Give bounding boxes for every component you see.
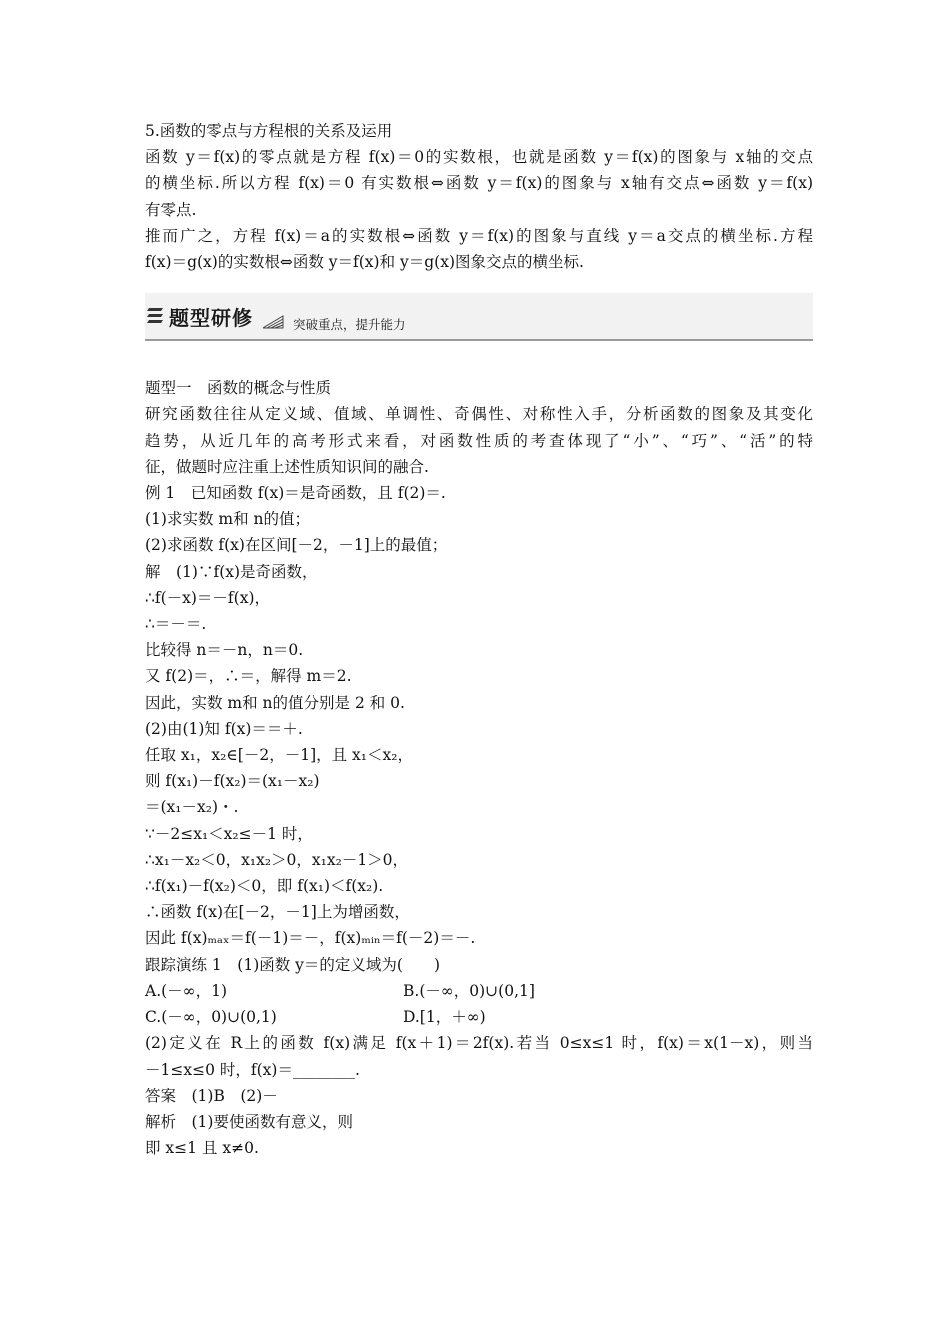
example-line: 因此 f(x)ₘₐₓ＝f(－1)＝－，f(x)ₘᵢₙ＝f(－2)＝－. <box>145 929 476 948</box>
paragraph-line: 趋势，从近几年的高考形式来看，对函数性质的考查体现了“小”、“巧”、“活”的特 <box>145 431 813 450</box>
triangle-decoration-icon <box>263 315 285 329</box>
example-line: 比较得 n＝－n，n＝0. <box>145 641 304 660</box>
paragraph-line: 函数 y＝f(x)的零点就是方程 f(x)＝0的实数根，也就是函数 y＝f(x)的图象与 x轴的交点 <box>145 148 813 167</box>
practice-question: 跟踪演练 1 (1)函数 y＝的定义域为( ) <box>145 955 441 974</box>
example-line: ∵－2≤x₁＜x₂≤－1 时， <box>145 824 313 843</box>
example-line: (2)求函数 f(x)在区间[－2，－1]上的最值； <box>145 536 448 555</box>
example-line: (2)由(1)知 f(x)＝＝＋. <box>145 719 303 738</box>
example-line: ∴x₁－x₂＜0，x₁x₂＞0，x₁x₂－1＞0， <box>145 850 409 869</box>
example-line: ∴f(x₁)－f(x₂)＜0，即 f(x₁)＜f(x₂). <box>145 877 384 896</box>
example-line: 例 1 已知函数 f(x)＝是奇函数，且 f(2)＝. <box>145 484 446 503</box>
answer-line: 答案 (1)B (2)－ <box>145 1086 278 1105</box>
example-line: ∴f(－x)＝－f(x)， <box>145 588 271 607</box>
topic-heading: 题型一 函数的概念与性质 <box>145 379 332 398</box>
option-a: A.(－∞，1) <box>145 981 227 1000</box>
banner-title: 题型研修 <box>169 306 253 331</box>
option-row <box>145 978 813 1004</box>
practice-question: (2)定义在 R上的函数 f(x)满足 f(x＋1)＝2f(x).若当 0≤x≤1 时，f(x)＝x(1－x)，则当 <box>145 1034 813 1053</box>
paragraph-line: 有零点. <box>145 200 197 219</box>
section-banner <box>145 293 813 343</box>
document-page <box>145 118 813 1161</box>
section-title: 5.函数的零点与方程根的关系及运用 <box>145 122 393 140</box>
example-line: 又 f(2)＝，∴＝，解得 m＝2. <box>145 667 352 686</box>
option-b: B.(－∞，0)∪(0,1] <box>403 981 535 1000</box>
analysis-line: 即 x≤1 且 x≠0. <box>145 1139 259 1158</box>
example-line: (1)求实数 m和 n的值； <box>145 510 310 529</box>
example-line: 则 f(x₁)－f(x₂)＝(x₁－x₂) <box>145 772 320 791</box>
example-line: 因此，实数 m和 n的值分别是 2 和 0. <box>145 693 405 712</box>
paragraph-line: 推而广之，方程 f(x)＝a的实数根⇔函数 y＝f(x)的图象与直线 y＝a交点的横坐标.方程 <box>145 226 813 245</box>
analysis-line: 解析 (1)要使函数有意义，则 <box>145 1112 353 1131</box>
paragraph-line: 的横坐标.所以方程 f(x)＝0 有实数根⇔函数 y＝f(x)的图象与 x轴有交点⇔函数 y＝f(x) <box>145 174 813 193</box>
example-line: ∴＝－＝. <box>145 615 207 634</box>
option-d: D.[1，＋∞) <box>403 1008 486 1027</box>
option-row <box>145 1004 813 1030</box>
paragraph-line: 征，做题时应注重上述性质知识间的融合. <box>145 457 429 476</box>
banner-subtitle: 突破重点，提升能力 <box>293 317 406 333</box>
option-c: C.(－∞，0)∪(0,1) <box>145 1008 277 1027</box>
paragraph-line: 研究函数往往从定义域、值域、单调性、奇偶性、对称性入手，分析函数的图象及其变化 <box>145 405 813 424</box>
example-line: ＝(x₁－x₂)・. <box>145 798 239 817</box>
example-line: 解 (1)∵f(x)是奇函数， <box>145 562 318 581</box>
practice-question: －1≤x≤0 时，f(x)＝________. <box>145 1060 360 1079</box>
example-line: 任取 x₁，x₂∈[－2，－1]，且 x₁＜x₂， <box>145 746 413 765</box>
example-line: ∴函数 f(x)在[－2，－1]上为增函数， <box>145 903 410 922</box>
stripes-icon <box>147 305 165 327</box>
paragraph-line: f(x)＝g(x)的实数根⇔函数 y＝f(x)和 y＝g(x)图象交点的横坐标. <box>145 253 584 272</box>
